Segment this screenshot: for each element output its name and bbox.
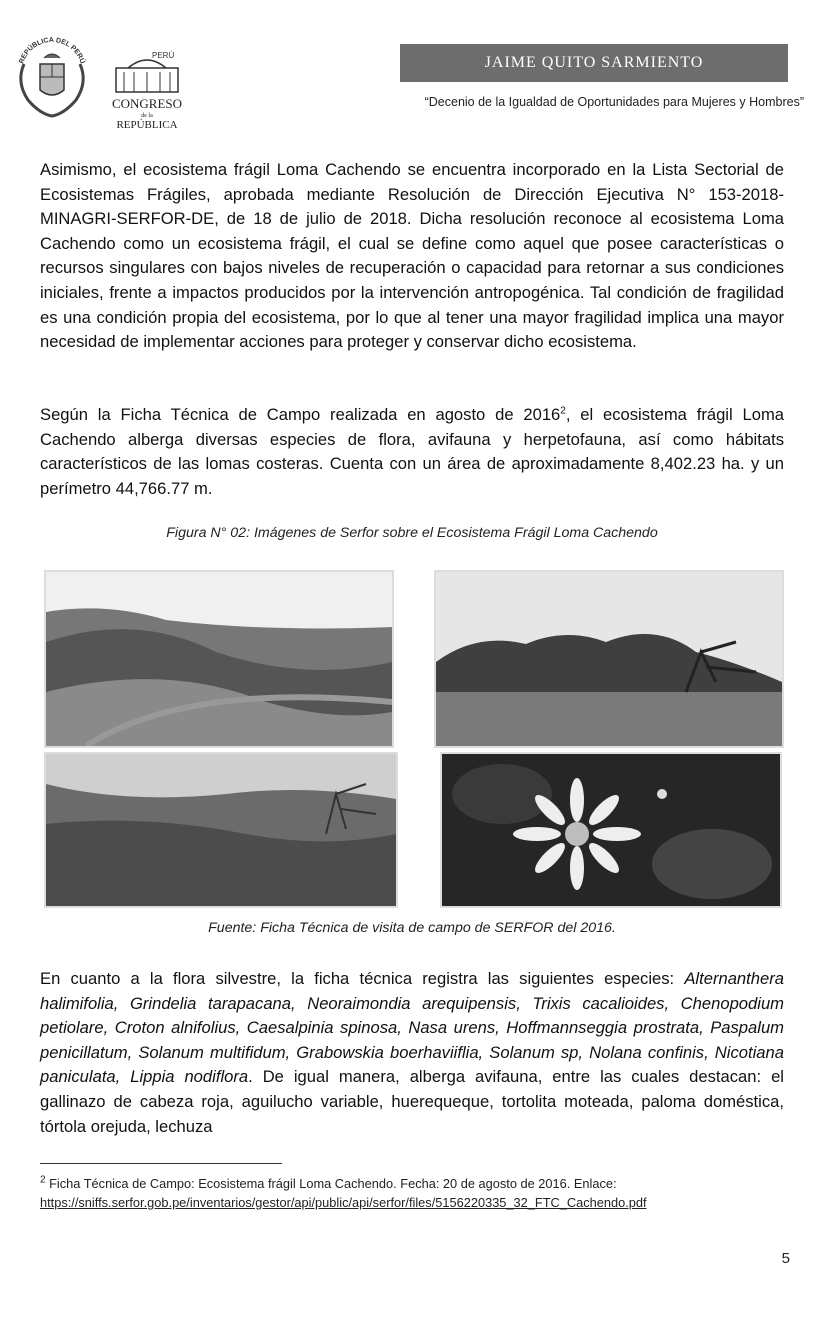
peru-coat-of-arms-logo xyxy=(14,34,90,120)
photo-shrubs-on-hill xyxy=(434,570,784,748)
footnote-ref[interactable]: 2 xyxy=(560,405,566,417)
figure-caption: Figura N° 02: Imágenes de Serfor sobre el Ecosistema Frágil Loma Cachendo xyxy=(166,525,658,541)
page-number: 5 xyxy=(781,1250,790,1267)
decenio-motto: “Decenio de la Igualdad de Oportunidades para Mujeres y Hombres” xyxy=(424,95,804,109)
svg-text:REPÚBLICA DEL PERÚ: REPÚBLICA DEL PERÚ xyxy=(18,36,86,65)
author-name-banner: JAIME QUITO SARMIENTO xyxy=(400,44,788,82)
paragraph-1: Asimismo, el ecosistema frágil Loma Cachendo se encuentra incorporado en la Lista Sectorial de Ecosistemas Frágiles, aprobada mediante Resolución de Dirección Ejecutiva N° 153-2018-MINAGRI-SERFOR-DE, de 18 de julio de 2018. Dicha resolución reconoce al ecosistema Loma Cachendo como un ecosistema frágil, el cual se define como aquel que posee características o recursos singulares con bajos niveles de recuperación o capacidad para retornar a sus condiciones iniciales, frente a impactos producidos por la intervención antropogénica. Tal condición de fragilidad es una condición propia del ecosistema, por lo que al tener una mayor fragilidad implica una mayor necesidad de implementar acciones para proteger y conservar dicho ecosistema. xyxy=(40,160,784,352)
photo-white-flower xyxy=(440,752,782,908)
footnote-link[interactable]: https://sniffs.serfor.gob.pe/inventarios/gestor/api/public/api/serfor/files/5156220335_32_FTC_Cachendo.pdf xyxy=(40,1195,647,1210)
svg-text:REPÚBLICA: REPÚBLICA xyxy=(116,119,178,131)
figure-source: Fuente: Ficha Técnica de visita de campo de SERFOR del 2016. xyxy=(208,920,616,936)
paragraph-2: Según la Ficha Técnica de Campo realizada en agosto de 2016$^2$, el ecosistema frágil Loma Cachendo alberga diversas especies de flora, avifauna y herpetofauna, así como hábitats característicos de las lomas costeras. Cuenta con un área de aproximadamente 8,402.23 ha. y un perímetro 44,766.77 m. xyxy=(40,405,784,498)
footnote: $^2$ Ficha Técnica de Campo: Ecosistema frágil Loma Cachendo. Fecha: 20 de agosto de 2016. Enlace: https://sniffs.serfor.gob.pe/inventarios/gestor/api/public/api/serfor/files/5156220335_32_FTC_Cachendo.pdf xyxy=(40,1174,800,1212)
photo-hills-landscape xyxy=(44,570,394,748)
footnote-divider xyxy=(40,1163,282,1164)
species-list: Alternanthera halimifolia, Grindelia tarapacana, Neoraimondia arequipensis, Trixis cacalioides, Chenopodium petiolare, Croton alnifolius, Caesalpinia spinosa, Nasa urens, Hoffmannseggia prostrata, Paspalum penicillatum, Solanum multifidum, Grabowskia boerhaviiflia, Solanum sp, Nolana confinis, Nicotiana paniculata, Lippia nodiflora xyxy=(40,969,784,1087)
svg-text:PERÚ: PERÚ xyxy=(152,51,175,60)
congreso-logo xyxy=(104,48,190,132)
svg-text:CONGRESO: CONGRESO xyxy=(111,96,183,111)
svg-text:de la: de la xyxy=(141,113,153,119)
photo-dry-vegetation xyxy=(44,752,398,908)
paragraph-3: En cuanto a la flora silvestre, la ficha técnica registra las siguientes especies: Alternanthera halimifolia, Grindelia tarapacana, Neoraimondia arequipensis, Trixis cacalioides, Chenopodium petiolare, Croton alnifolius, Caesalpinia spinosa, Nasa urens, Hoffmannseggia prostrata, Paspalum penicillatum, Solanum multifidum, Grabowskia boerhaviiflia, Solanum sp, Nolana confinis, Nicotiana paniculata, Lippia nodiflora. De igual manera, alberga avifauna, entre las cuales destacan: el gallinazo de cabeza roja, aguilucho variable, huerequeque, tortolita moteada, paloma doméstica, tórtola orejuda, lechuza xyxy=(40,969,784,1136)
